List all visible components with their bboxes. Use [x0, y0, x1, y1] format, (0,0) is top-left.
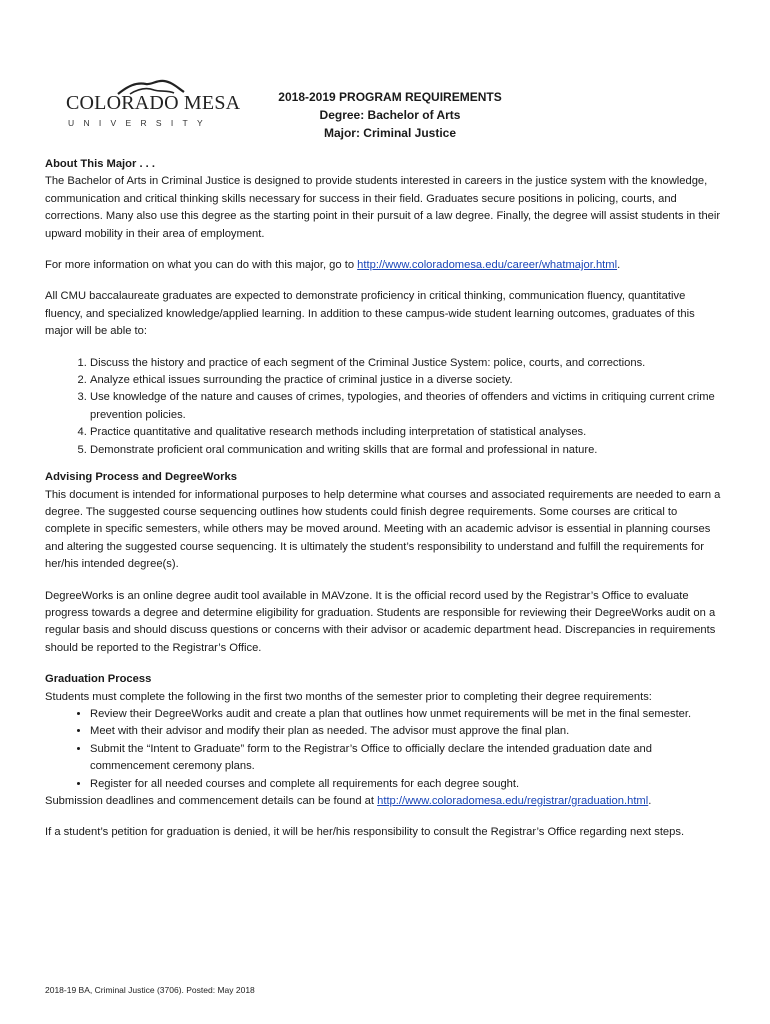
list-item: 2. Analyze ethical issues surrounding the practice of criminal justice in a diverse society. [90, 372, 725, 389]
graduation-steps-list [45, 706, 725, 793]
petition-paragraph: If a student’s petition for graduation is denied, it will be her/his responsibility to consult the Registrar’s Office regarding next steps. [45, 826, 685, 839]
logo-subtitle: UNIVERSITY [68, 118, 213, 128]
page-footer: 2018-19 BA, Criminal Justice (3706). Posted: May 2018 [45, 985, 255, 995]
more-info-paragraph: For more information on what you can do with this major, go to http://www.coloradomesa.edu/career/whatmajor.html. [45, 259, 621, 272]
about-body: The Bachelor of Arts in Criminal Justice is designed to provide students interested in careers in the justice system with the knowledge, communication and critical thinking skills necessary for success in their field. Graduates secure positions in policing, courts, and corrections. Many also use this degree as the starting point in their pursuit of a law degree. Finally, the degree will assist students in their upward mobility in their area of employment. [45, 175, 721, 240]
list-item: 1. Discuss the history and practice of each segment of the Criminal Justice System: police, courts, and corrections. [90, 355, 725, 372]
graduation-heading: Graduation Process [45, 673, 152, 686]
program-header [255, 88, 525, 142]
graduation-intro: Students must complete the following in the first two months of the semester prior to completing their degree requirements: [45, 690, 652, 703]
program-year-title: 2018-2019 PROGRAM REQUIREMENTS [278, 90, 502, 104]
university-logo [66, 78, 241, 134]
list-item: • Meet with their advisor and modify their plan as needed. The advisor must approve the final plan. [90, 723, 725, 740]
graduation-link[interactable]: http://www.coloradomesa.edu/registrar/graduation.html [377, 795, 649, 807]
outcomes-list [45, 355, 725, 459]
list-item: 3. Use knowledge of the nature and causes of crimes, typologies, and theories of offenders and victims in critiquing current crime prevention policies. [90, 389, 725, 424]
about-heading: About This Major . . . [45, 158, 156, 170]
degree-title: Degree: Bachelor of Arts [319, 108, 461, 122]
whatmajor-link[interactable]: http://www.coloradomesa.edu/career/whatmajor.html [357, 259, 618, 272]
outcomes-intro: All CMU baccalaureate graduates are expected to demonstrate proficiency in critical thinking, communication fluency, quantitative fluency, and specialized knowledge/applied learning. In addition to these campus-wide student learning outcomes, graduates of this major will be able to: [45, 290, 695, 338]
logo-name: COLORADO MESA [66, 92, 241, 114]
major-title: Major: Criminal Justice [323, 126, 457, 140]
list-item: • Register for all needed courses and complete all requirements for each degree sought. [90, 776, 725, 793]
deadlines-paragraph: Submission deadlines and commencement details can be found at http://www.coloradomesa.edu/registrar/graduation.html. [45, 795, 652, 807]
document-body [45, 156, 725, 842]
advising-body: This document is intended for informational purposes to help determine what courses and associated requirements are needed to earn a degree. The suggested course sequencing outlines how students could finish degree requirements. Some courses are critical to complete in specific semesters, while others may be moved around. Meeting with an academic advisor is essential in planning courses and altering the suggested course sequencing. It is ultimately the student’s responsibility to understand and fulfill the requirements for her/his intended degree(s). [45, 488, 721, 571]
list-item: 5. Demonstrate proficient oral communication and writing skills that are formal and professional in nature. [90, 442, 725, 459]
advising-heading: Advising Process and DegreeWorks [45, 471, 237, 484]
list-item: • Review their DegreeWorks audit and create a plan that outlines how unmet requirements will be met in the final semester. [90, 706, 725, 723]
list-item: • Submit the “Intent to Graduate” form to the Registrar’s Office to officially declare the intended graduation date and commencement ceremony plans. [90, 741, 725, 776]
degreeworks-body: DegreeWorks is an online degree audit tool available in MAVzone. It is the official record used by the Registrar’s Office to evaluate progress towards a degree and determine eligibility for graduation. Students are responsible for reviewing their DegreeWorks audit on a regular basis and should discuss questions or concerns with their advisor or academic department head. Discrepancies in requirements should be reported to the Registrar’s Office. [45, 589, 716, 654]
list-item: 4. Practice quantitative and qualitative research methods including interpretation of statistical analyses. [90, 424, 725, 441]
